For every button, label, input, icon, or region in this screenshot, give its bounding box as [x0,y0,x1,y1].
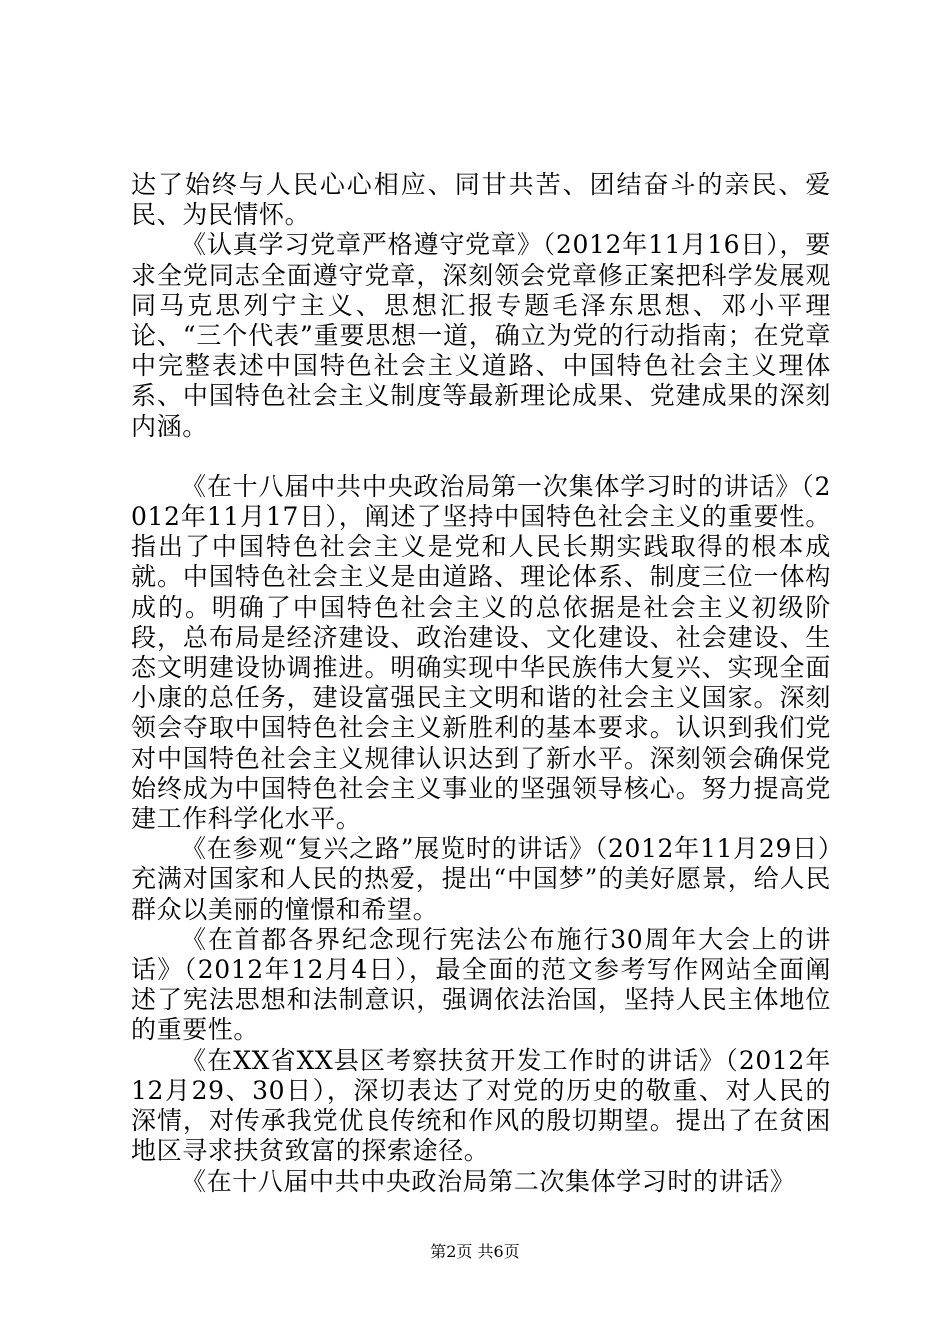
paragraph-first-study-session: 《在十八届中共中央政治局第一次集体学习时的讲话》（2012年11月17日），阐述了坚持中国特色社会主义的重要性。指出了中国特色社会主义是党和人民长期实践取得的根本成就。中国特色社会主义是由道路、理论体系、制度三位一体构成的。明确了中国特色社会主义的总依据是社会主义初级阶段，总布局是经济建设、政治建设、文化建设、社会建设、生态文明建设协调推进。明确实现中华民族伟大复兴、实现全面小康的总任务，建设富强民主文明和谐的社会主义国家。深刻领会夺取中国特色社会主义新胜利的基本要求。认识到我们党对中国特色社会主义规律认识达到了新水平。深刻领会确保党始终成为中国特色社会主义事业的坚强领导核心。努力提高党建工作科学化水平。 [131,471,831,834]
paragraph-party-constitution: 《认真学习党章严格遵守党章》（2012年11月16日），要求全党同志全面遵守党章，深刻领会党章修正案把科学发展观同马克思列宁主义、思想汇报专题毛泽东思想、邓小平理论、“三个代表”重要思想一道，确立为党的行动指南；在党章中完整表述中国特色社会主义道路、中国特色社会主义理体系、中国特色社会主义制度等最新理论成果、党建成果的深刻内涵。 [131,230,831,441]
paragraph-road-to-revival: 《在参观“复兴之路”展览时的讲话》（2012年11月29日）充满对国家和人民的热爱，提出“中国梦”的美好愿景，给人民群众以美丽的憧憬和希望。 [131,834,831,924]
paragraph-second-study-session: 《在十八届中共中央政治局第二次集体学习时的讲话》 [181,1166,796,1196]
document-body [131,170,831,1197]
paragraph-poverty-alleviation: 《在XX省XX县区考察扶贫开发工作时的讲话》（2012年12月29、30日），深切表达了对党的历史的敬重、对人民的深情，对传承我党优良传统和作风的殷切期望。提出了在贫困地区寻求扶贫致富的探索途径。 [131,1045,831,1166]
page-number-footer: 第2页 共6页 [430,1242,520,1261]
paragraph-continuation: 达了始终与人民心心相应、同甘共苦、团结奋斗的亲民、爱民、为民情怀。 [131,170,831,230]
paragraph-constitution-anniversary: 《在首都各界纪念现行宪法公布施行30周年大会上的讲话》（2012年12月4日），最全面的范文参考写作网站全面阐述了宪法思想和法制意识，强调依法治国，坚持人民主体地位的重要性。 [131,924,831,1045]
